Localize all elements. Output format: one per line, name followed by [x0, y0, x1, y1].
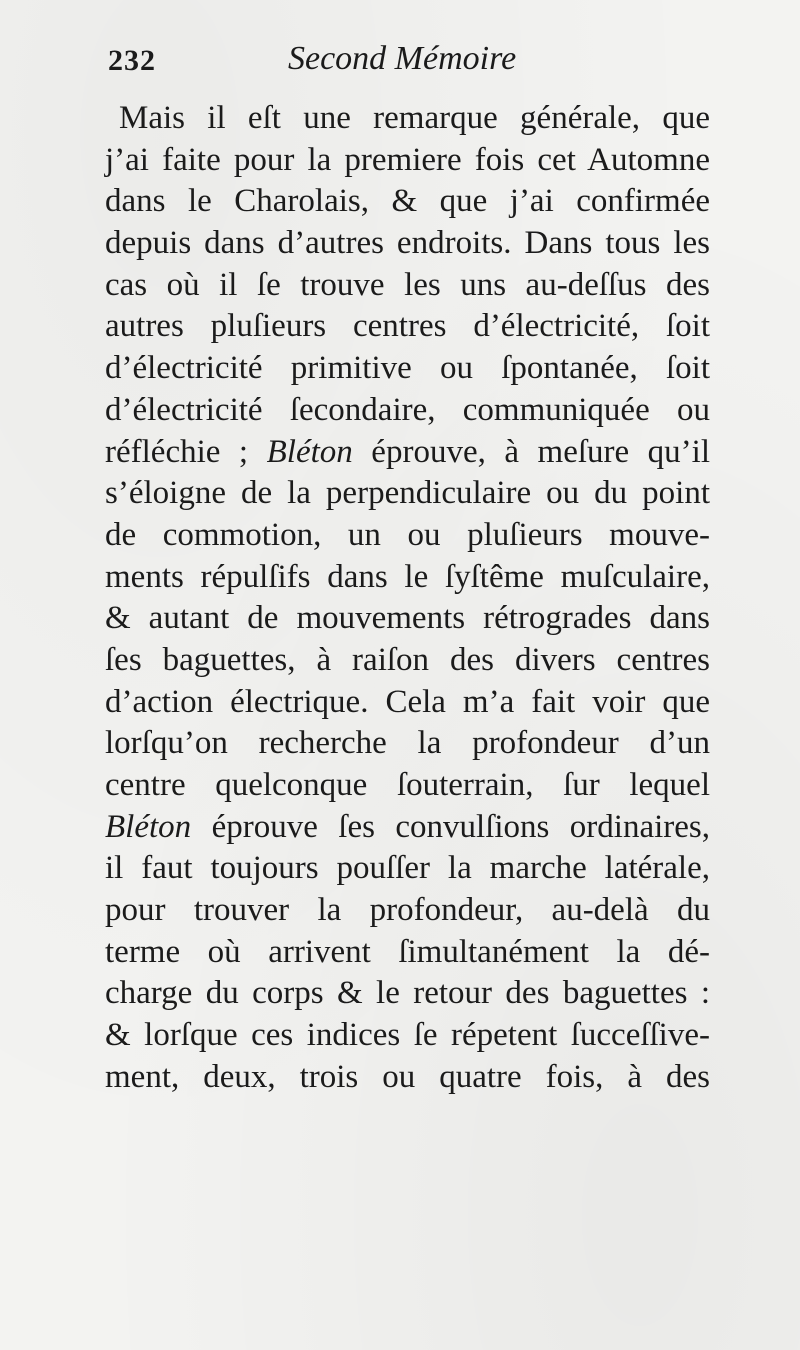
- text-line: d’action électrique. Cela m’a fait voir que: [105, 683, 710, 720]
- text-line: charge du corps & le retour des baguettes :: [105, 975, 710, 1012]
- page-header: [108, 40, 708, 90]
- text-line: d’électricité ſecondaire, communiquée ou: [105, 391, 710, 428]
- text-line: depuis dans d’autres endroits. Dans tous les: [105, 225, 710, 262]
- text-line: ment, deux, trois ou quatre fois, à des: [105, 1058, 710, 1095]
- text-line: Mais il eſt une remarque générale, que: [119, 100, 710, 136]
- text-line: d’électricité primitive ou ſpontanée, ſoit: [105, 350, 710, 387]
- text-line: cas où il ſe trouve les uns au-deſſus des: [105, 266, 710, 303]
- text-line: dans le Charolais, & que j’ai confirmée: [105, 183, 710, 220]
- text-line: ments répulſifs dans le ſyſtême muſculaire,: [105, 558, 710, 595]
- text-line: terme où arrivent ſimultanément la dé-: [105, 933, 710, 970]
- ink-bleed-mark: [212, 1192, 252, 1232]
- running-title: Second Mémoire: [288, 40, 517, 77]
- italic-name: Bléton: [266, 433, 353, 470]
- text-line: j’ai faite pour la premiere fois cet Automne: [105, 141, 710, 178]
- text-line: & autant de mouvements rétrogrades dans: [105, 600, 710, 637]
- text-line: ſes baguettes, à raiſon des divers centres: [105, 641, 710, 678]
- text-line: réfléchie ; Bléton éprouve, à meſure qu’il: [105, 433, 710, 470]
- text-line: Bléton éprouve ſes convulſions ordinaires,: [105, 808, 710, 845]
- text-line: autres pluſieurs centres d’électricité, ſoit: [105, 308, 710, 345]
- text-line: s’éloigne de la perpendiculaire ou du point: [105, 475, 710, 512]
- text-line: de commotion, un ou pluſieurs mouve-: [105, 516, 710, 553]
- italic-name: Bléton: [105, 808, 192, 845]
- text-line: & lorſque ces indices ſe répetent ſucceſſive-: [105, 1017, 710, 1054]
- text-line: centre quelconque ſouterrain, ſur lequel: [105, 767, 710, 803]
- text-line: lorſqu’on recherche la profondeur d’un: [105, 725, 710, 762]
- text-line: il faut toujours pouſſer la marche latérale,: [105, 850, 710, 887]
- body-text: [105, 98, 710, 1099]
- page-number: 232: [108, 44, 156, 77]
- text-line: pour trouver la profondeur, au-delà du: [105, 892, 710, 929]
